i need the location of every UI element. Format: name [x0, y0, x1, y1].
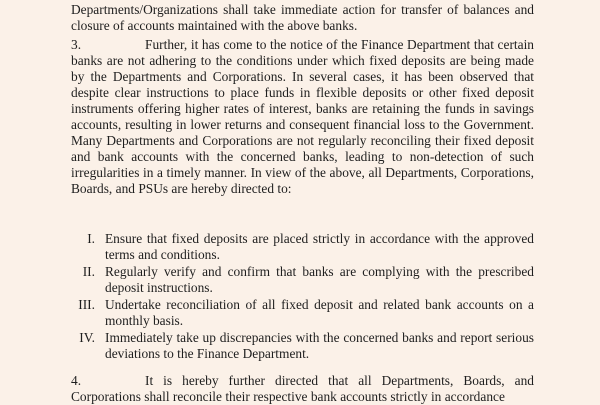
list-item-numeral: I.	[87, 231, 95, 246]
list-item	[71, 231, 534, 263]
paragraph-3-number: 3.	[71, 37, 82, 52]
paragraph-4-text: It is hereby further directed that all Departments, Boards, and Corporations shall reconcile their respective bank accounts strictly in accordance	[71, 373, 534, 404]
paragraph-4-number: 4.	[71, 373, 82, 388]
list-item-text: Ensure that fixed deposits are placed strictly in accordance with the approved terms and conditions.	[105, 231, 534, 262]
list-item-numeral: III.	[78, 297, 95, 312]
list-item-numeral: II.	[82, 264, 95, 279]
list-item-text: Undertake reconciliation of all fixed deposit and related bank accounts on a monthly basis.	[105, 297, 534, 328]
list-item-text: Regularly verify and confirm that banks are complying with the prescribed deposit instructions.	[105, 264, 534, 295]
paragraph-4	[71, 373, 534, 405]
intro-paragraph: Departments/Organizations shall take immediate action for transfer of balances and closure of accounts maintained with the above banks.	[71, 2, 534, 33]
directions-list	[71, 231, 534, 363]
paragraph-3-text: Further, it has come to the notice of the Finance Department that certain banks are not adhering to the conditions under which fixed deposits are being made by the Departments and Corporations. In several cases, it has been observed that despite clear instructions to place funds in flexible deposits or other fixed deposit instruments offering higher rates of interest, banks are retaining the funds in savings accounts, resulting in lower returns and consequent financial loss to the Government. Many Departments and Corporations are not regularly reconciling their fixed deposit and bank accounts with the concerned banks, leading to non-detection of such irregularities in a timely manner. In view of the above, all Departments, Corporations, Boards, and PSUs are hereby directed to:	[71, 37, 534, 196]
list-item	[71, 330, 534, 362]
list-item-numeral: IV.	[79, 330, 95, 345]
list-item	[71, 297, 534, 329]
list-item	[71, 264, 534, 296]
list-item-text: Immediately take up discrepancies with the concerned banks and report serious deviations to the Finance Department.	[105, 330, 534, 361]
paragraph-3	[71, 37, 534, 197]
